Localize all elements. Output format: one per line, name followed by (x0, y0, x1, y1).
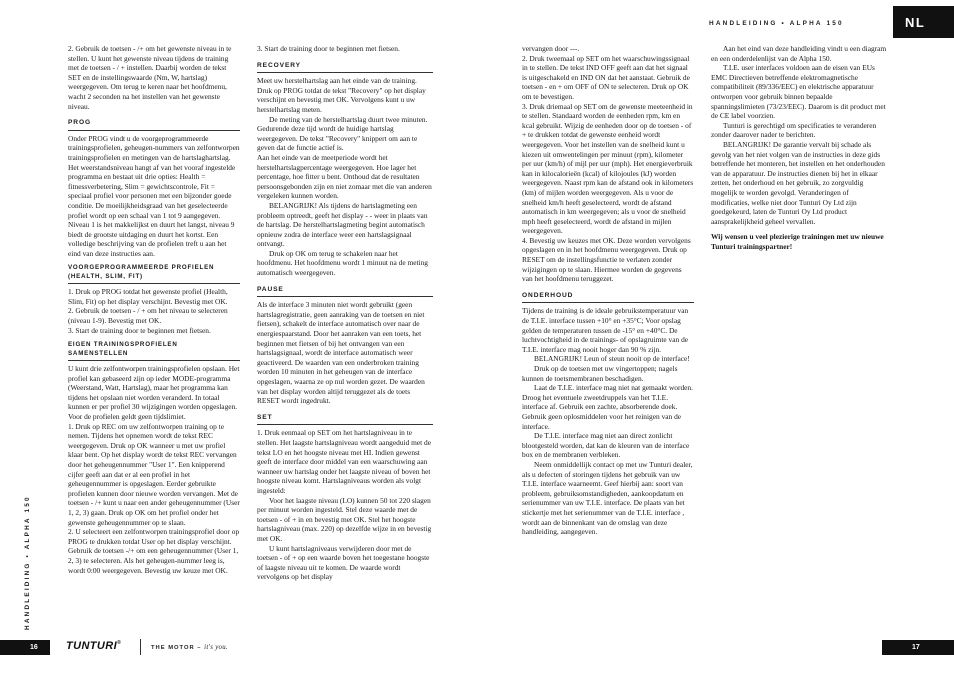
paragraph: Neem onmiddellijk contact op met uw Tunturi dealer, als u defecten of storingen tijdens het gebruik van uw T.I.E. interface waarneemt. Geef hierbij aan: soort van probleem, gebruiksomstandigheden, aankoopdatum en serienummer van uw T.I.E. interface. De plaats van het stickertje met het serienummer van de T.I.E. interface , wordt aan de binnenkant van de omslag van deze handleiding, aangegeven. (522, 459, 693, 537)
paragraph: vervangen door ---. (522, 44, 580, 53)
divider (68, 360, 240, 361)
section-heading-maintenance: ONDERHOUD (522, 291, 694, 304)
tagline-italic: it's you. (204, 644, 228, 651)
paragraph: Aan het eind van deze handleiding vindt u een diagram en een onderdelenlijst van de Alpha 150. (711, 44, 887, 63)
tagline-caps: THE MOTOR – (151, 645, 202, 651)
paragraph: 3. Start de training door te beginnen met fietsen. (68, 325, 211, 335)
column-3 (522, 44, 694, 630)
paragraph: Druk op de toetsen met uw vingertoppen; nagels kunnen de toetsmembranen beschadigen. (522, 364, 678, 383)
column-2 (257, 44, 433, 630)
section-heading-prog: PROG (68, 118, 240, 131)
column-1 (68, 44, 240, 630)
paragraph: 1. Druk op PROG totdat het gewenste profiel (Health, Slim, Fit) op het display verschijnt. Bevestig met OK. (68, 287, 228, 306)
paragraph: Tunturi is gerechtigd om specificaties te veranderen zonder daarover nader te berichten. (711, 120, 877, 140)
language-tab: NL (893, 6, 954, 38)
paragraph: 2. Druk tweemaal op SET om het waarschuwingssignaal in te stellen. De tekst IND OFF geeft aan dat het signaal is uitgeschakeld en IND ON dat het aanstaat. Gebruik de toetsen - en + om OFF of ON te selecteren. Druk op OK om te bevestigen. (522, 53, 690, 101)
paragraph: Onder PROG vindt u de voorgeprogrammeerde trainingsprofielen, geheugen-nummers van zelfontworpen trainingsprofielen en metingen van de hartslaghartslag. Het weerstandsniveau hangt af van het vooraf ingestelde programma en bestaat uit drie opties: Health = fitnessverbetering, Slim = gewichtscontrole, Fit = speciaal profiel voor personen met een bijzonder goede conditie. De moeilijkheidsgraad van het geselecteerde profiel wordt op een schaal van 1 tot 9 aangegeven. Niveau 1 is het makkelijkst en duurt het langst, niveau 9 biedt de grootste uitdaging en duurt het kortst. Een volledige beschrijving van de profielen treft u aan het eind van deze instructies aan. (68, 133, 240, 258)
section-heading-recovery: RECOVERY (257, 61, 433, 74)
page-number-left: 16 (0, 640, 50, 655)
divider (68, 283, 240, 284)
column-4 (711, 44, 887, 344)
paragraph: 4. Bevestig uw keuzes met OK. Deze worden vervolgens opgeslagen en in het hoofdmenu weergegeven. Druk op RESET om de instellingsfunctie te verlaten zonder wijzigingen op te slaan. Hiermee worden de gegevens van het hoofdmenu teruggezet. (522, 235, 691, 284)
running-head: HANDLEIDING • ALPHA 150 (709, 20, 844, 27)
paragraph: 2. U selecteert een zelfontworpen trainingsprofiel door op PROG te drukken totdat User op het display verschijnt. Gebruik de toetsen -/+ om een geheugennummer (User 1, 2, 3) te selecteren. Als het geheugen-nummer leeg is, wordt 0:00 weergegeven. Bevestig uw keuze met OK. (68, 527, 240, 575)
paragraph: Laat de T.I.E. interface mag niet nat gemaakt worden. Droog het eventuele zweetdruppels van het T.I.E. interface af. Gebruik een zachte, absorberende doek. Gebruik geen oplosmiddelen voor het reinigen van de interface. (522, 383, 693, 431)
paragraph: Voor het laagste niveau (LO) kunnen 50 tot 220 slagen per minuut worden ingesteld. Stel deze waarde met de toetsen - of + in en bevestig met OK. Stel het hoogste hartslagniveau (max. 220) op dezelfde wijze in en bevestig met OK. (257, 495, 432, 543)
subheading-preprogrammed: VOORGEPROGRAMMEERDE PROFIELEN (HEALTH, SLIM, FIT) (68, 264, 215, 280)
section-heading-pause: PAUSE (257, 285, 433, 298)
closing-message: Wij wensen u veel plezierige trainingen met uw nieuwe Tunturi trainingspartner! (711, 232, 884, 251)
paragraph: 1. Druk eenmaal op SET om het hartslagniveau in te stellen. Het laagste hartslagniveau wordt aangeduid met de tekst LO en het hoogste niveau met HI. Indien gewenst geeft de interface door middel van een waarschuwing aan wanneer uw hartslag onder het laagste niveau of boven het hoogste niveau komt. Hartslagniveaus worden als volgt ingesteld: (257, 428, 432, 495)
paragraph: U kunt drie zelfontworpen trainingsprofielen opslaan. Het profiel kan gebaseerd zijn op ieder MODE-programma (Weerstand, Watt, Hartslag), maar het programma kan tijdens het opslaan niet worden veranderd. In totaal kunnen er per profiel 30 wijzigingen worden opgeslagen. Voor de profielen geldt geen tijdslimiet. (68, 364, 240, 422)
paragraph: BELANGRIJK! Als tijdens de hartslagmeting een probleem optreedt, geeft het display - - weer in plaats van de hartslag. De herstelhartslagmeting begint automatisch opnieuw zodra de interface weer een hartslagsignaal ontvangt. (257, 200, 428, 249)
paragraph: BELANGRIJK! De garantie vervalt bij schade als gevolg van het niet volgen van de instructies in deze gids betreffende het monteren, het instellen en het onderhouden van de apparatuur. De instructies dienen bij het in elkaar zetten, het onderhoud en het gebruik, zo zorgvuldig mogelijk te worden gevolgd. Veranderingen of modificaties, welke niet door Tunturi Oy Ltd zijn goedgekeurd, laten de Tunturi Oy Ltd product aansprakelijkheid geheel vervallen. (711, 139, 885, 226)
section-heading-set: SET (257, 413, 433, 426)
paragraph: Tijdens de training is de ideale gebruikstemperatuur van de T.I.E. interface tussen +10° en +35°C; Voor opslag gelden de temperaturen tussen de -15° en +40°C. De luchtvochtigheid in de trainings- of opslagruimte van de T.I.E. interface mag nooit hoger dan 90 % zijn. (522, 306, 689, 354)
side-running-head: HANDLEIDING • ALPHA 150 (24, 495, 31, 630)
paragraph: Druk op OK om terug te schakelen naar het hoofdmenu. Het hoofdmenu wordt 1 minuut na de meting automatisch weergegeven. (257, 248, 428, 278)
paragraph: BELANGRIJK! Leun of steun nooit op de interface! (534, 354, 690, 364)
tagline (151, 644, 228, 651)
paragraph: Aan het einde van de meetperiode wordt het herstelhartslagpercentage weergegeven. Hoe lager het percentage, hoe fitter u bent. Onthoud dat de resultaten persoonsgebonden zijn en niet zomaar met die van anderen vergeleken kunnen worden. (257, 152, 432, 201)
paragraph: 1. Druk op REC om uw zelfontworpen training op te nemen. Tijdens het opnemen wordt de tekst REC weergegeven. Druk op OK wanneer u met uw profiel klaar bent. Op het display wordt de tekst REC vervangen door het geheugennummer "User 1". Een knipperend cijfer geeft aan dat er al een profiel in het geheugennummer is opgeslagen. Eerder gebruikte profielen kunnen door nieuwe worden vervangen. Met de toetsen - /+ kunt u naar een ander geheugennummer (User 1, 2, 3) gaan. Druk op OK om het profiel onder het gewenste geheugennummer op te slaan. (68, 421, 240, 527)
registered-mark: ® (117, 640, 122, 646)
paragraph: 3. Start de training door te beginnen met fietsen. (257, 44, 400, 53)
paragraph: De meting van de herstelhartslag duurt twee minuten. Gedurende deze tijd wordt de huidige hartslag weergegeven. De tekst "Recovery" knippert om aan te geven dat de functie actief is. (257, 114, 428, 153)
logo-text: TUNTURI (66, 640, 118, 652)
paragraph: T.I.E. user interfaces voldoen aan de eisen van EUs EMC Directieven betreffende elektromagnetische compatibiliteit (89/336/EEC) en elektrische apparatuur ontworpen voor gebruik binnen bepaalde spanningslimieten (73/23/EEC). Daarom is dit product met de CE label voorzien. (711, 63, 886, 121)
page-number-right: 17 (882, 640, 954, 655)
paragraph: 3. Druk driemaal op SET om de gewenste meeteenheid in te stellen. Standaard worden de eenheden rpm, km en kcal gebruikt. Wijzig de eenheden door op de toetsen - of + te drukken totdat de gewenste eenheid wordt weergegeven. Voor het instellen van de snelheid kunt u kiezen uit omwentelingen per minuut (rpm), kilometer per uur (km/h) of mijl per uur (mph). Het energieverbruik kan in kilocalorieën (kcal) of kilojoules (kJ) worden weergegeven. Naast rpm kan de afstand ook in kilometers (km) of mijlen worden weergegeven. Als u voor de snelheid km/h heeft geselecteerd, wordt de afstand automatisch in km weergegeven; als u voor de snelheid mph heeft geselecteerd, wordt de afstand in mijlen weergegeven. (522, 101, 694, 236)
paragraph: De T.I.E. interface mag niet aan direct zonlicht blootgesteld worden, dat kan de kleuren van de interface box en de membranen verbleken. (522, 431, 690, 460)
paragraph: 2. Gebruik de toetsen - / + om het niveau te selecteren (niveau 1-9). Bevestig met OK. (68, 306, 228, 326)
paragraph: Meet uw herstelhartslag aan het einde van de training. Druk op PROG totdat de tekst "Recovery" op het display verschijnt en bevestig met OK. Vervolgens kunt u uw herstelhartslag meten. (257, 76, 426, 114)
paragraph: Als de interface 3 minuten niet wordt gebruikt (geen hartslagregistratie, geen aanraking van de toetsen en niet fietsen), schakelt de interface automatisch over naar de energiespaarstand. Door het aanraken van een toets, het beginnen met fietsen of bij het ontvangen van een hartslagsignaal, wordt de interface automatisch weer geactiveerd. De waarden van een onderbroken training worden 10 minuten in het geheugen van de interface opgeslagen, waarna ze op nul worden gezet. De waarden van het display worden altijd teruggezet als de toets RESET wordt ingedrukt. (257, 300, 425, 406)
paragraph: U kunt hartslagniveaus verwijderen door met de toetsen - of + op een waarde boven het toegestane hoogste of laagste niveau uit te komen. De waarde wordt vervolgens op het display (257, 543, 430, 582)
paragraph: 2. Gebruik de toetsen - /+ om het gewenste niveau in te stellen. U kunt het gewenste niveau tijdens de training met de toetsen - / + instellen. Daarbij worden de tekst SET en de instellingswaarde (Nm, W, hartslag) weergegeven. Om terug te keren naar het hoofdmenu, wacht 2 seconden na het instellen van het gewenste niveau. (68, 44, 232, 111)
tunturi-logo (66, 640, 121, 654)
subheading-own-profiles: EIGEN TRAININGSPROFIELEN SAMENSTELLEN (68, 341, 178, 357)
footer-divider (140, 639, 141, 655)
